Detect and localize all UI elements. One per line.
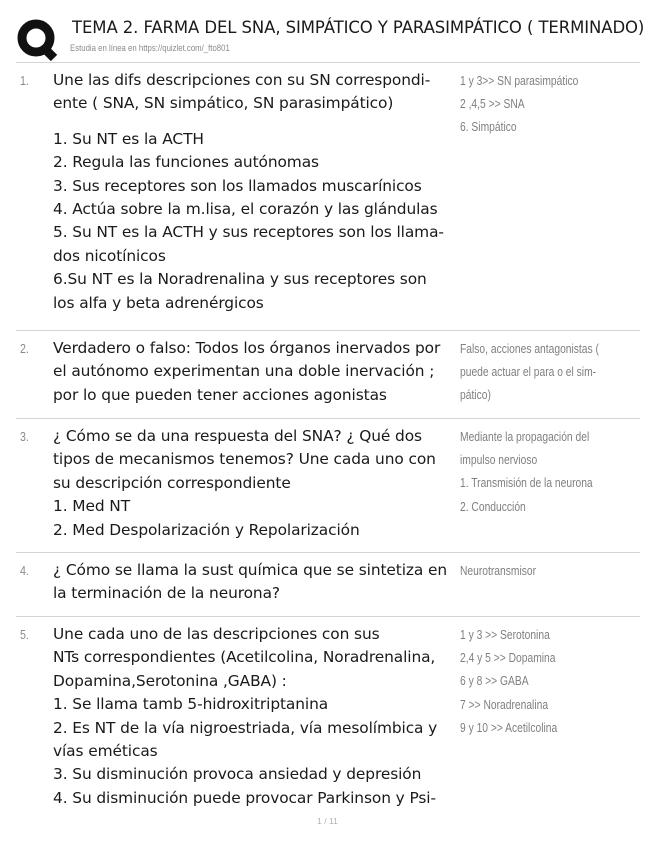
card-number: 3. [20,429,29,444]
term-line: 6.Su NT es la Noradrenalina y sus receptores son [53,270,427,289]
term-line: vías eméticas [53,742,158,761]
definition-line: Falso, acciones antagonistas ( [460,341,599,356]
definition-line: 1 y 3>> SN parasimpático [460,73,579,88]
flashcard-5 [16,616,640,817]
definition-line: 2 ,4,5 >> SNA [460,96,525,112]
term-line: 1. Med NT [53,497,131,516]
definition-line: pático) [460,387,491,403]
term-line: por lo que pueden tener acciones agonistas [53,385,387,404]
term-line: 1. Se llama tamb 5-hidroxitriptanina [53,695,329,714]
term-line: 2. Es NT de la vía nigroestriada, vía mesolímbica y [53,718,438,737]
term-line: tipos de mecanismos tenemos? Une cada uno con [53,450,436,469]
definition-line: impulso nervioso [460,452,538,468]
term-line: ¿ Cómo se da una respuesta del SNA? ¿ Qué dos [53,427,422,445]
term-line: 3. Su disminución provoca ansiedad y depresión [53,765,422,784]
card-number: 1. [20,73,29,88]
term-line: su descripción correspondiente [53,473,291,492]
flashcard-4 [16,552,640,617]
card-number: 2. [20,341,29,356]
term-line: 2. Regula las funciones autónomas [53,153,319,172]
term-line: la terminación de la neurona? [53,584,280,603]
page-header [16,16,646,62]
term-line: NTs correspondientes (Acetilcolina, Noradrenalina, [53,648,436,667]
page-number: 1 / 11 [317,816,338,826]
document-title: TEMA 2. FARMA DEL SNA, SIMPÁTICO Y PARASIMPÁTICO ( TERMINADO) [72,18,645,37]
card-term [53,337,458,407]
term-line: 4. Actúa sobre la m.lisa, el corazón y las glándulas [53,200,438,219]
definition-line: 6 y 8 >> GABA [460,673,529,689]
term-line: Une las difs descripciones con su SN correspondi- [53,71,431,89]
card-number: 5. [20,627,29,642]
term-line: el autónomo experimentan una doble inervación ; [53,362,435,381]
term-line: 3. Sus receptores son los llamados muscarínicos [53,176,422,195]
study-online-link-text: Estudia en línea en https://quizlet.com/_fto801 [70,43,230,54]
term-line: 5. Su NT es la ACTH y sus receptores son los llama- [53,223,444,242]
term-line: 4. Su disminución puede provocar Parkinson y Psi- [53,788,436,807]
definition-line: 2,4 y 5 >> Dopamina [460,650,556,666]
card-definition [460,559,645,582]
card-definition [460,623,645,739]
definition-line: Mediante la propagación del [460,429,590,444]
card-number: 4. [20,563,29,578]
term-line: Verdadero o falso: Todos los órganos inervados por [53,339,441,357]
term-line: Dopamina,Serotonina ,GABA) : [53,671,287,690]
term-line: dos nicotínicos [53,246,166,265]
definition-line: 2. Conducción [460,498,526,514]
definition-line: 1 y 3 >> Serotonina [460,627,550,642]
card-term [53,623,458,810]
term-line: Une cada uno de las descripciones con sus [53,625,380,643]
term-line: ¿ Cómo se llama la sust química que se sintetiza en [53,561,448,579]
term-line: los alfa y beta adrenérgicos [53,293,264,312]
definition-line: Neurotransmisor [460,563,537,578]
term-line: ente ( SNA, SN simpático, SN parasimpático) [53,94,394,113]
card-definition [460,337,645,407]
definition-line: 7 >> Noradrenalina [460,696,549,712]
card-term [53,425,458,542]
card-term [53,69,458,315]
flashcard-3 [16,418,640,553]
term-line: 1. Su NT es la ACTH [53,129,204,148]
card-definition [460,69,645,139]
flashcard-2 [16,330,640,419]
definition-line: 9 y 10 >> Acetilcolina [460,719,558,735]
quizlet-logo-icon [16,18,60,62]
term-line: 2. Med Despolarización y Repolarización [53,520,360,539]
card-definition [460,425,645,518]
definition-line: 1. Transmisión de la neurona [460,475,593,491]
card-term [53,559,458,606]
definition-line: 6. Simpático [460,119,517,135]
definition-line: puede actuar el para o el sim- [460,364,597,380]
flashcard-1 [16,62,640,331]
